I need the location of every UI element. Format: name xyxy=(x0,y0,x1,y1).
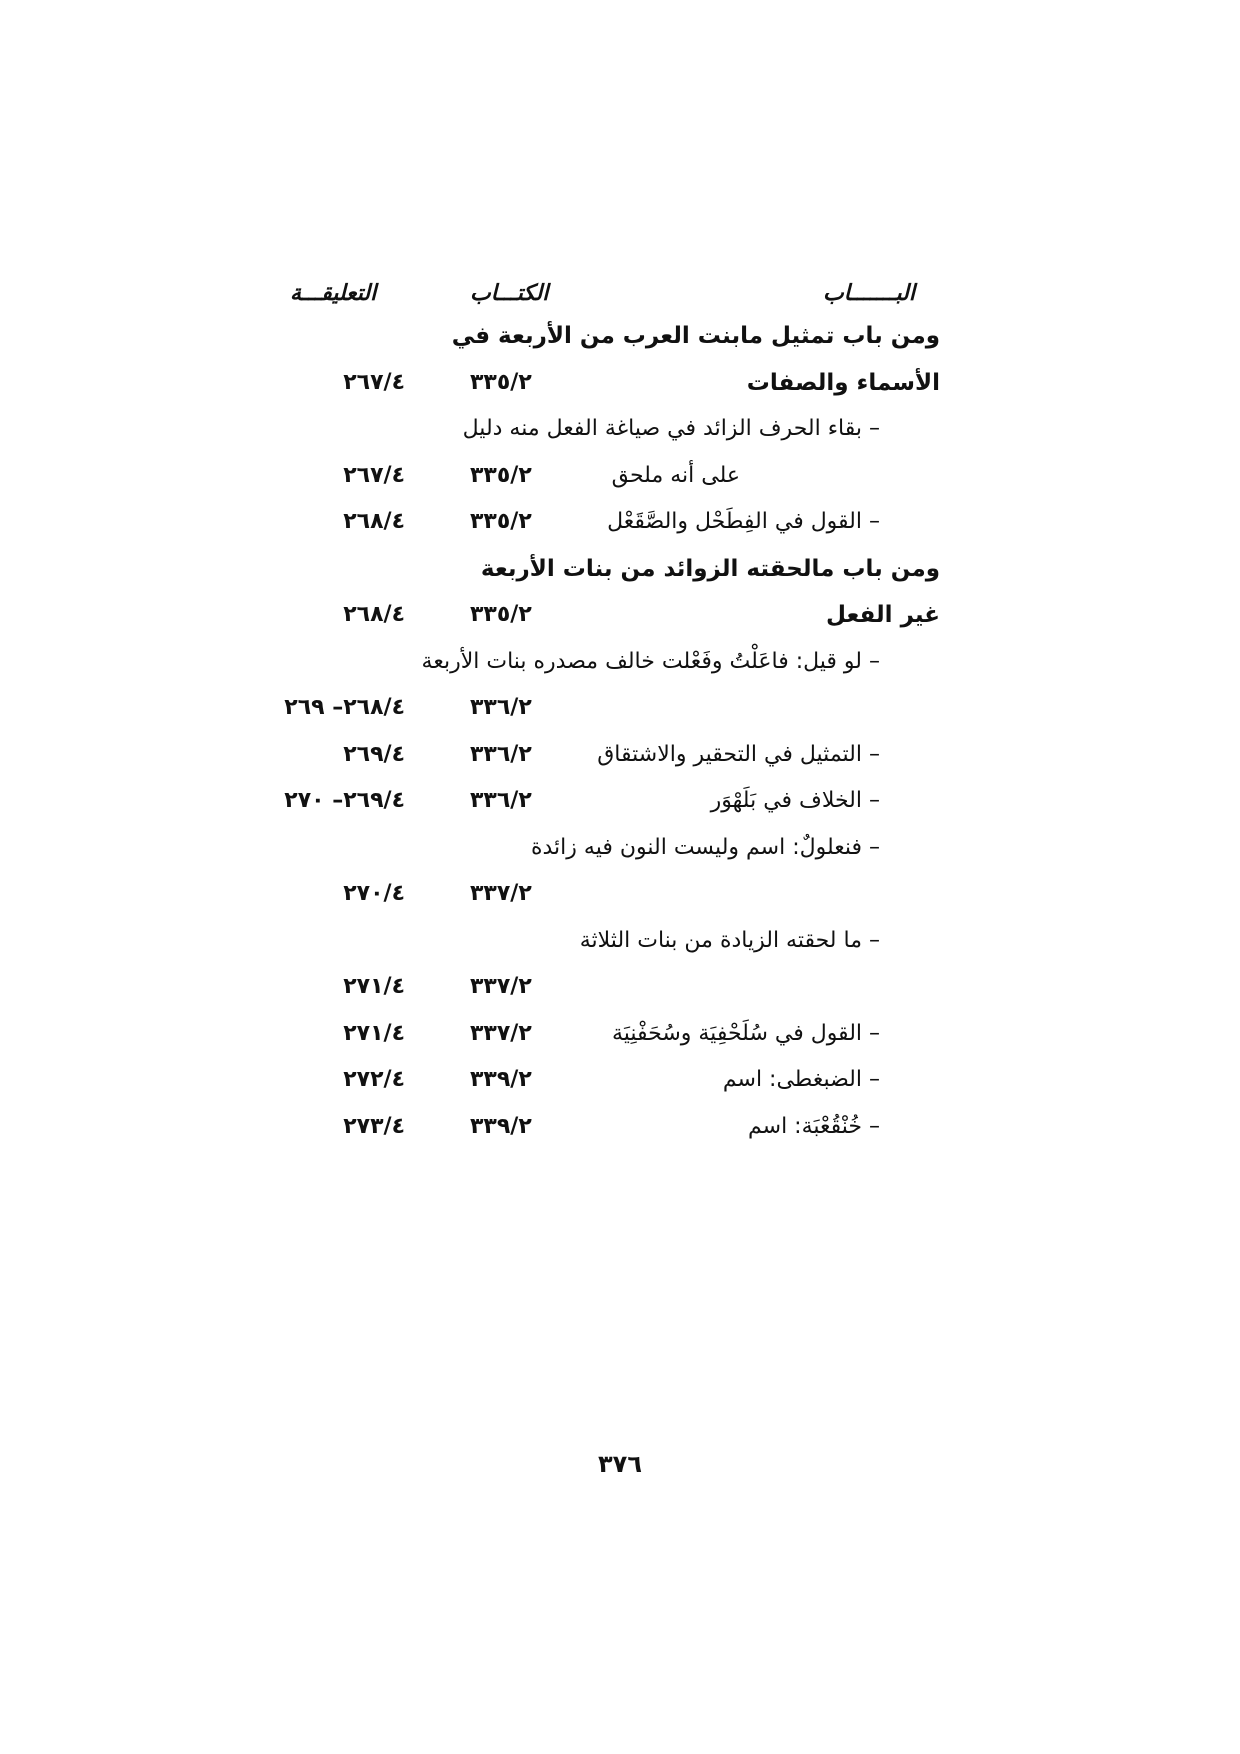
entry-bab: – خُنْقُعْبَة: اسم xyxy=(748,1113,880,1139)
index-entry-row xyxy=(0,963,1240,1011)
header-taliqa: التعليقـــة xyxy=(290,281,377,306)
index-entry-row xyxy=(0,312,1240,360)
index-entry-row xyxy=(0,405,1240,453)
entry-kitab: ٣٣٩/٢ xyxy=(470,1067,532,1092)
entry-kitab: ٣٣٥/٢ xyxy=(470,462,532,488)
entry-bab: غير الفعل xyxy=(825,602,940,628)
entry-bab: ومن باب تمثيل مابنت العرب من الأربعة في xyxy=(451,323,940,349)
entry-taliqa: ٢٦٨/٤ xyxy=(343,602,405,627)
column-headers xyxy=(0,270,1240,318)
entry-taliqa: ٢٦٩/٤– ٢٧٠ xyxy=(284,788,405,813)
index-entry-row xyxy=(0,545,1240,593)
index-entry-row xyxy=(0,684,1240,732)
entry-kitab: ٣٣٩/٢ xyxy=(470,1113,532,1139)
index-entry-row xyxy=(0,452,1240,500)
entry-bab: – الخلاف في بَلَهْوَر xyxy=(710,788,880,813)
entry-bab: على أنه ملحق xyxy=(611,462,740,488)
page-number: ٣٧٦ xyxy=(598,1450,642,1478)
entry-taliqa: ٢٦٧/٤ xyxy=(343,369,405,395)
entry-taliqa: ٢٧١/٤ xyxy=(343,1020,405,1046)
entry-bab: – القول في سُلَحْفِيَة وسُحَفْنِيَة xyxy=(611,1020,880,1046)
entry-bab: الأسماء والصفات xyxy=(746,369,940,396)
entry-kitab: ٣٣٦/٢ xyxy=(470,741,532,767)
index-entry-row xyxy=(0,591,1240,639)
entry-taliqa: ٢٦٧/٤ xyxy=(343,462,405,488)
index-entry-row xyxy=(0,1010,1240,1058)
entry-kitab: ٣٣٦/٢ xyxy=(470,788,532,813)
index-entry-row xyxy=(0,731,1240,779)
entry-bab: – التمثيل في التحقير والاشتقاق xyxy=(597,741,880,767)
entry-kitab: ٣٣٧/٢ xyxy=(470,974,532,999)
index-entry-row xyxy=(0,777,1240,825)
entry-bab: – القول في الفِطَحْل والصَّقَعْل xyxy=(607,509,880,534)
entry-taliqa: ٢٦٨/٤– ٢٦٩ xyxy=(284,695,405,720)
entry-taliqa: ٢٧٠/٤ xyxy=(343,881,405,906)
entry-bab: – بقاء الحرف الزائد في صياغة الفعل منه دليل xyxy=(462,416,880,441)
entry-bab: ومن باب مالحقته الزوائد من بنات الأربعة xyxy=(480,555,940,582)
entry-bab: – الضبغطى: اسم xyxy=(722,1067,880,1092)
entry-kitab: ٣٣٧/٢ xyxy=(470,881,532,906)
entry-taliqa: ٢٧٣/٤ xyxy=(343,1113,405,1139)
index-entry-row xyxy=(0,1056,1240,1104)
index-entry-row xyxy=(0,917,1240,965)
entry-bab: – ما لحقته الزيادة من بنات الثلاثة xyxy=(579,927,880,953)
entry-kitab: ٣٣٧/٢ xyxy=(470,1020,532,1046)
entry-taliqa: ٢٦٨/٤ xyxy=(343,509,405,534)
entry-taliqa: ٢٧١/٤ xyxy=(343,974,405,999)
index-entry-row xyxy=(0,824,1240,872)
entry-taliqa: ٢٦٩/٤ xyxy=(343,741,405,767)
entry-kitab: ٣٣٦/٢ xyxy=(470,695,532,720)
index-entry-row xyxy=(0,870,1240,918)
entry-kitab: ٣٣٥/٢ xyxy=(470,509,532,534)
header-bab: البـــــــاب xyxy=(823,281,915,306)
index-entry-row xyxy=(0,638,1240,686)
index-entry-row xyxy=(0,1103,1240,1151)
entry-kitab: ٣٣٥/٢ xyxy=(470,602,532,627)
index-entry-row xyxy=(0,498,1240,546)
entry-bab: – فنعلولٌ: اسم وليست النون فيه زائدة xyxy=(530,834,880,860)
index-entry-row xyxy=(0,359,1240,407)
entry-taliqa: ٢٧٢/٤ xyxy=(343,1067,405,1092)
header-kitab: الكتـــاب xyxy=(470,281,549,306)
entry-bab: – لو قيل: فاعَلْتُ وفَعْلت خالف مصدره بنات الأربعة xyxy=(421,648,880,674)
entry-kitab: ٣٣٥/٢ xyxy=(470,369,532,395)
